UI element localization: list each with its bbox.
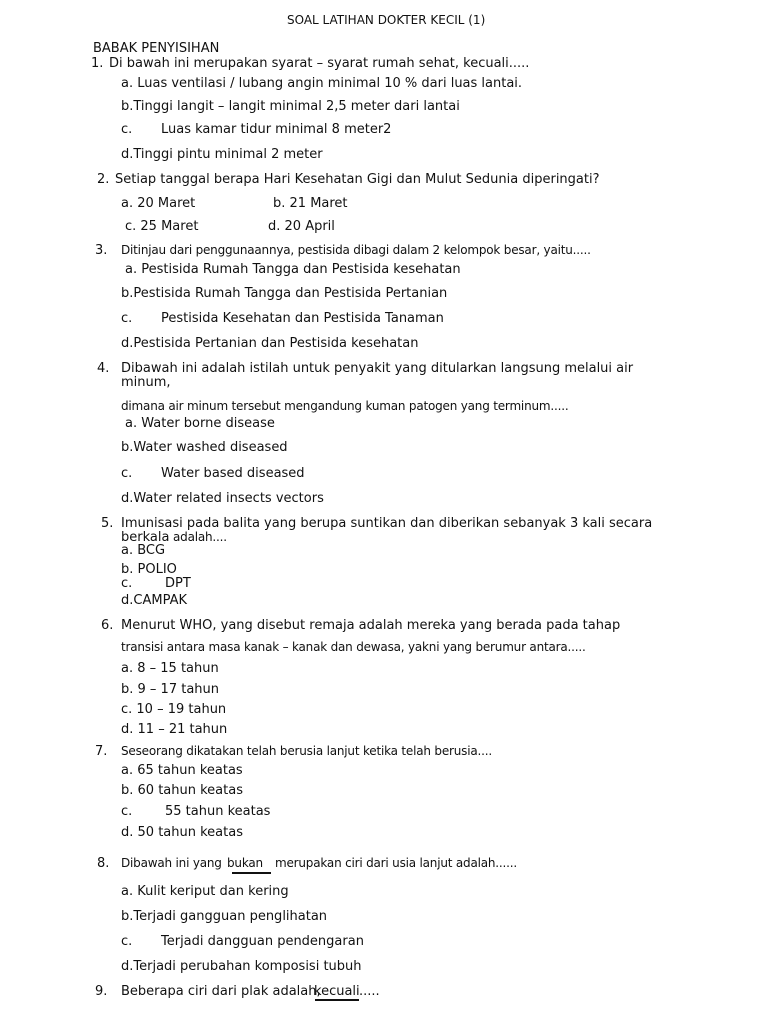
question-2-option-b: b. 21 Maret bbox=[273, 196, 348, 211]
section-heading: BABAK PENYISIHAN bbox=[93, 41, 220, 56]
question-1-text: Di bawah ini merupakan syarat – syarat rumah sehat, kecuali..... bbox=[109, 56, 530, 71]
question-4-number: 4. bbox=[97, 361, 110, 376]
question-4-text-line-2: minum, bbox=[121, 375, 171, 390]
question-5-text-line-2b: adalah.... bbox=[173, 530, 227, 544]
question-4-option-d: d.Water related insects vectors bbox=[121, 491, 324, 506]
question-8-text-underlined: bukan bbox=[227, 856, 263, 870]
question-6-option-b: b. 9 – 17 tahun bbox=[121, 682, 220, 697]
question-3-option-b: b.Pestisida Rumah Tangga dan Pestisida Pertanian bbox=[121, 286, 448, 301]
question-7-option-c-letter: c. bbox=[121, 804, 133, 819]
question-6-text-line-2: transisi antara masa kanak – kanak dan dewasa, yakni yang berumur antara..... bbox=[121, 640, 586, 654]
question-8-number: 8. bbox=[97, 856, 110, 871]
question-5-text-line-2a: berkala bbox=[121, 530, 170, 545]
question-7-option-c: 55 tahun keatas bbox=[165, 804, 271, 819]
question-9-text-underlined: kecuali bbox=[314, 984, 360, 999]
question-1-option-c-letter: c. bbox=[121, 122, 133, 137]
question-8-option-c: Terjadi dangguan pendengaran bbox=[161, 934, 364, 949]
question-5-option-c: DPT bbox=[165, 576, 191, 591]
question-6-option-d: d. 11 – 21 tahun bbox=[121, 722, 228, 737]
question-5-option-b: b. POLIO bbox=[121, 562, 177, 577]
question-3-option-d: d.Pestisida Pertanian dan Pestisida kesehatan bbox=[121, 336, 419, 351]
question-7-option-d: d. 50 tahun keatas bbox=[121, 825, 243, 840]
question-8-option-b: b.Terjadi gangguan penglihatan bbox=[121, 909, 328, 924]
question-2-number: 2. bbox=[97, 172, 110, 187]
question-7-text: Seseorang dikatakan telah berusia lanjut ketika telah berusia.... bbox=[121, 744, 492, 758]
question-5-option-a: a. BCG bbox=[121, 543, 166, 558]
question-2-option-a: a. 20 Maret bbox=[121, 196, 196, 211]
question-9-text-pre: Beberapa ciri dari plak adalah, bbox=[121, 984, 321, 999]
question-1-option-b: b.Tinggi langit – langit minimal 2,5 meter dari lantai bbox=[121, 99, 460, 114]
question-8-option-c-letter: c. bbox=[121, 934, 133, 949]
question-9-text-post: ..... bbox=[359, 984, 380, 999]
question-2-option-c: c. 25 Maret bbox=[125, 219, 199, 234]
question-4-option-a: a. Water borne disease bbox=[125, 416, 275, 431]
question-5-text-line-1: Imunisasi pada balita yang berupa suntikan dan diberikan sebanyak 3 kali secara bbox=[121, 516, 653, 531]
question-4-option-c-letter: c. bbox=[121, 466, 133, 481]
question-1-number: 1. bbox=[91, 56, 104, 71]
question-1-option-d: d.Tinggi pintu minimal 2 meter bbox=[121, 147, 323, 162]
question-3-text: Ditinjau dari penggunaannya, pestisida dibagi dalam 2 kelompok besar, yaitu..... bbox=[121, 243, 591, 257]
question-9-number: 9. bbox=[95, 984, 108, 999]
question-1-option-a: a. Luas ventilasi / lubang angin minimal 10 % dari luas lantai. bbox=[121, 76, 523, 91]
question-5-option-c-letter: c. bbox=[121, 576, 133, 591]
question-8-underline bbox=[232, 872, 271, 874]
question-6-option-c: c. 10 – 19 tahun bbox=[121, 702, 227, 717]
question-4-text-line-3: dimana air minum tersebut mengandung kuman patogen yang terminum..... bbox=[121, 399, 569, 413]
question-8-text-post: merupakan ciri dari usia lanjut adalah...... bbox=[275, 856, 517, 870]
question-6-option-a: a. 8 – 15 tahun bbox=[121, 661, 219, 676]
question-3-number: 3. bbox=[95, 243, 108, 258]
question-4-option-b: b.Water washed diseased bbox=[121, 440, 288, 455]
question-7-option-a: a. 65 tahun keatas bbox=[121, 763, 243, 778]
question-3-option-c: Pestisida Kesehatan dan Pestisida Tanaman bbox=[161, 311, 444, 326]
question-7-option-b: b. 60 tahun keatas bbox=[121, 783, 243, 798]
document-title: SOAL LATIHAN DOKTER KECIL (1) bbox=[287, 13, 486, 27]
question-6-number: 6. bbox=[101, 618, 114, 633]
question-5-option-d: d.CAMPAK bbox=[121, 593, 187, 608]
question-4-option-c: Water based diseased bbox=[161, 466, 305, 481]
question-3-option-c-letter: c. bbox=[121, 311, 133, 326]
question-8-option-d: d.Terjadi perubahan komposisi tubuh bbox=[121, 959, 362, 974]
question-1-option-c: Luas kamar tidur minimal 8 meter2 bbox=[161, 122, 392, 137]
question-7-number: 7. bbox=[95, 744, 108, 759]
question-9-underline bbox=[315, 999, 359, 1001]
question-8-option-a: a. Kulit keriput dan kering bbox=[121, 884, 289, 899]
question-6-text-line-1: Menurut WHO, yang disebut remaja adalah mereka yang berada pada tahap bbox=[121, 618, 621, 633]
question-5-number: 5. bbox=[101, 516, 114, 531]
question-2-text: Setiap tanggal berapa Hari Kesehatan Gigi dan Mulut Sedunia diperingati? bbox=[115, 172, 600, 187]
question-8-text-pre: Dibawah ini yang bbox=[121, 856, 222, 870]
question-4-text-line-1: Dibawah ini adalah istilah untuk penyakit yang ditularkan langsung melalui air bbox=[121, 361, 634, 376]
question-3-option-a: a. Pestisida Rumah Tangga dan Pestisida kesehatan bbox=[125, 262, 461, 277]
question-2-option-d: d. 20 April bbox=[268, 219, 335, 234]
